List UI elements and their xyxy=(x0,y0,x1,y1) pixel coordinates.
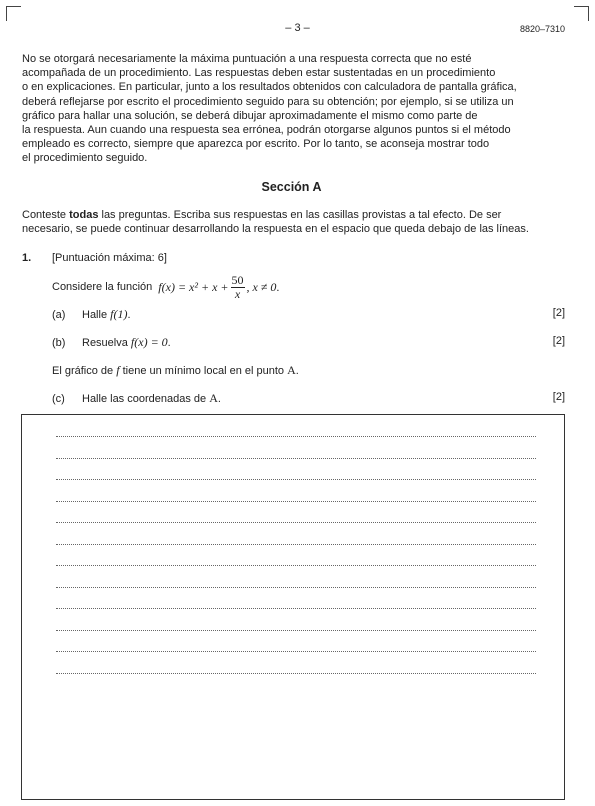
part-b-marks: [2] xyxy=(552,335,565,347)
intro-line: gráfico para hallar una solución, se deberá dibujar aproximadamente el mismo como parte de xyxy=(22,109,478,122)
answer-line[interactable] xyxy=(56,608,536,609)
function-intro: Considere la función xyxy=(52,281,153,293)
answer-line[interactable] xyxy=(56,436,536,437)
instructions-line-1 xyxy=(22,208,577,222)
intro-line: el procedimiento seguido. xyxy=(22,152,148,165)
minimum-f: f xyxy=(116,363,120,377)
part-a-marks: [2] xyxy=(552,307,565,319)
part-end: . xyxy=(217,393,221,405)
instructions-bold: todas xyxy=(69,209,99,221)
answer-line[interactable] xyxy=(56,565,536,566)
part-a xyxy=(52,307,131,322)
answer-line[interactable] xyxy=(56,544,536,545)
answer-line[interactable] xyxy=(56,458,536,459)
minimum-post: tiene un mínimo local en el punto xyxy=(119,365,288,377)
intro-line: la respuesta. Aun cuando una respuesta sea errónea, podrán otorgarse algunos puntos si el método xyxy=(22,124,511,137)
part-b xyxy=(52,335,171,350)
part-math: f(1) xyxy=(110,307,128,321)
minimum-end: . xyxy=(295,365,299,377)
instructions xyxy=(22,208,577,236)
intro-line: o en explicaciones. En particular, junto a los resultados obtenidos con calculadora de pantalla gráfica, xyxy=(22,81,517,94)
crop-mark-top-left xyxy=(6,6,21,21)
section-title: Sección A xyxy=(261,180,322,194)
part-end: . xyxy=(127,309,131,321)
answer-box[interactable] xyxy=(21,414,565,800)
page-number: – 3 – xyxy=(285,22,310,34)
fraction-denominator: x xyxy=(234,286,241,301)
answer-line[interactable] xyxy=(56,673,536,674)
part-math: f(x) = 0 xyxy=(130,335,168,349)
question-max-marks: [Puntuación máxima: 6] xyxy=(52,252,167,264)
part-c-marks: [2] xyxy=(552,391,565,403)
part-text: Halle las coordenadas de xyxy=(82,393,210,405)
intro-line: acompañada de un procedimiento. Las respuestas deben estar sustentadas en un procedimiento xyxy=(22,67,496,80)
part-label: (c) xyxy=(52,393,65,405)
instructions-line-2: necesario, se puede continuar desarrollando la respuesta en el espacio que queda debajo de las líneas. xyxy=(22,223,529,236)
answer-line[interactable] xyxy=(56,522,536,523)
answer-line[interactable] xyxy=(56,630,536,631)
intro-line: deberá reflejarse por escrito el procedimiento seguido para su obtención; por ejemplo, si se utiliza un xyxy=(22,95,514,108)
function-condition: , x ≠ 0 xyxy=(246,279,277,294)
minimum-pre: El gráfico de xyxy=(52,365,117,377)
function-definition xyxy=(52,270,279,304)
fraction-numerator: 50 xyxy=(231,272,244,287)
answer-line[interactable] xyxy=(56,479,536,480)
part-c xyxy=(52,391,221,406)
intro-line: No se otorgará necesariamente la máxima puntuación a una respuesta correcta que no esté xyxy=(22,53,472,65)
function-fraction xyxy=(231,274,245,301)
minimum-point: A xyxy=(287,363,296,377)
instructions-pre: Conteste xyxy=(22,209,70,221)
document-code: 8820–7310 xyxy=(519,24,565,34)
answer-line[interactable] xyxy=(56,651,536,652)
answer-line[interactable] xyxy=(56,587,536,588)
part-label: (b) xyxy=(52,337,66,349)
part-text: Halle xyxy=(82,309,111,321)
part-text: Resuelva xyxy=(82,337,131,349)
instructions-post: las preguntas. Escriba sus respuestas en las casillas provistas a tal efecto. De ser xyxy=(98,209,502,221)
crop-mark-top-right xyxy=(574,6,589,21)
function-end: . xyxy=(276,279,280,294)
answer-line[interactable] xyxy=(56,501,536,502)
part-label: (a) xyxy=(52,309,66,321)
intro-line: empleado es correcto, siempre que aparezca por escrito. Por lo tanto, se aconseja mostrar todo xyxy=(22,138,490,151)
part-math: A xyxy=(209,391,218,405)
local-minimum-statement xyxy=(52,363,299,378)
function-lhs: f(x) = x² + x + xyxy=(158,279,229,294)
intro-paragraph xyxy=(22,52,577,166)
question-number: 1. xyxy=(22,252,32,264)
part-end: . xyxy=(167,337,171,349)
